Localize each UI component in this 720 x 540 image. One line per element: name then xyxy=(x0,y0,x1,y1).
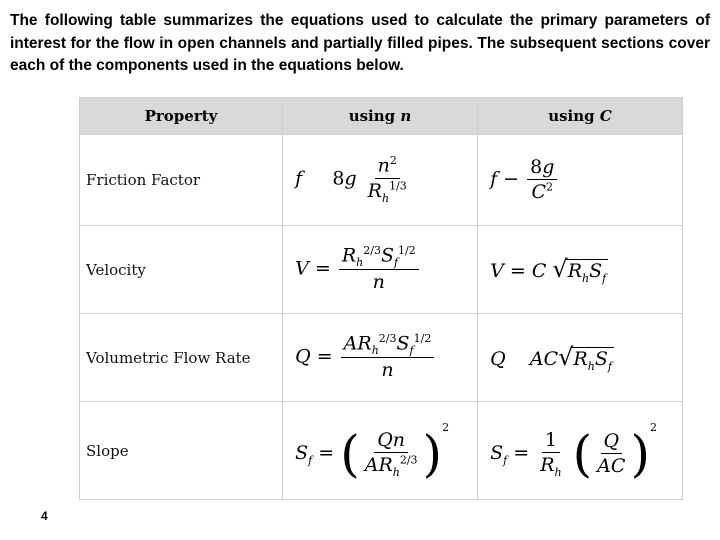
table-row xyxy=(80,314,683,402)
equations-table xyxy=(79,97,683,500)
table-row xyxy=(80,226,683,314)
slope-c-equation: $S_f$ = $\frac{1}{R_h}$ ( $\frac{Q}{AC}$ )$^2$ xyxy=(478,402,683,500)
header-property: Property xyxy=(80,98,283,135)
row-label-volumetric-flow-rate: Volumetric Flow Rate xyxy=(80,314,283,402)
table-row xyxy=(80,402,683,500)
friction-factor-c-equation: f − $\frac{8g}{C^2}$ xyxy=(478,135,683,226)
flow-rate-c-equation: Q $AC√R_hS_f$ xyxy=(478,314,683,402)
slope-n-equation: $S_f$ = ( $\frac{Qn}{AR_h^{2/3}}$ )$^2$ xyxy=(283,402,478,500)
friction-factor-n-equation: f 8g $\frac{n^2}{R_h^{1/3}}$ xyxy=(283,135,478,226)
row-label-velocity: Velocity xyxy=(80,226,283,314)
intro-paragraph: The following table summarizes the equations used to calculate the primary parameters of interest for the flow in open channels and partially filled pipes. The subsequent sections cover each of the components used in the equations below. xyxy=(10,12,710,74)
flow-rate-n-equation: Q = $\frac{AR_h^{2/3}S_f^{1/2}}{n}$ xyxy=(283,314,478,402)
row-label-friction-factor: Friction Factor xyxy=(80,135,283,226)
velocity-n-equation: V = $\frac{R_h^{2/3}S_f^{1/2}}{n}$ xyxy=(283,226,478,314)
row-label-slope: Slope xyxy=(80,402,283,500)
header-using-n: using n xyxy=(283,98,478,135)
page-number: 4 xyxy=(41,509,48,523)
table-row xyxy=(80,135,683,226)
header-using-c: using C xyxy=(478,98,683,135)
table-header-row xyxy=(80,98,683,135)
velocity-c-equation: V = C $√R_hS_f$ xyxy=(478,226,683,314)
